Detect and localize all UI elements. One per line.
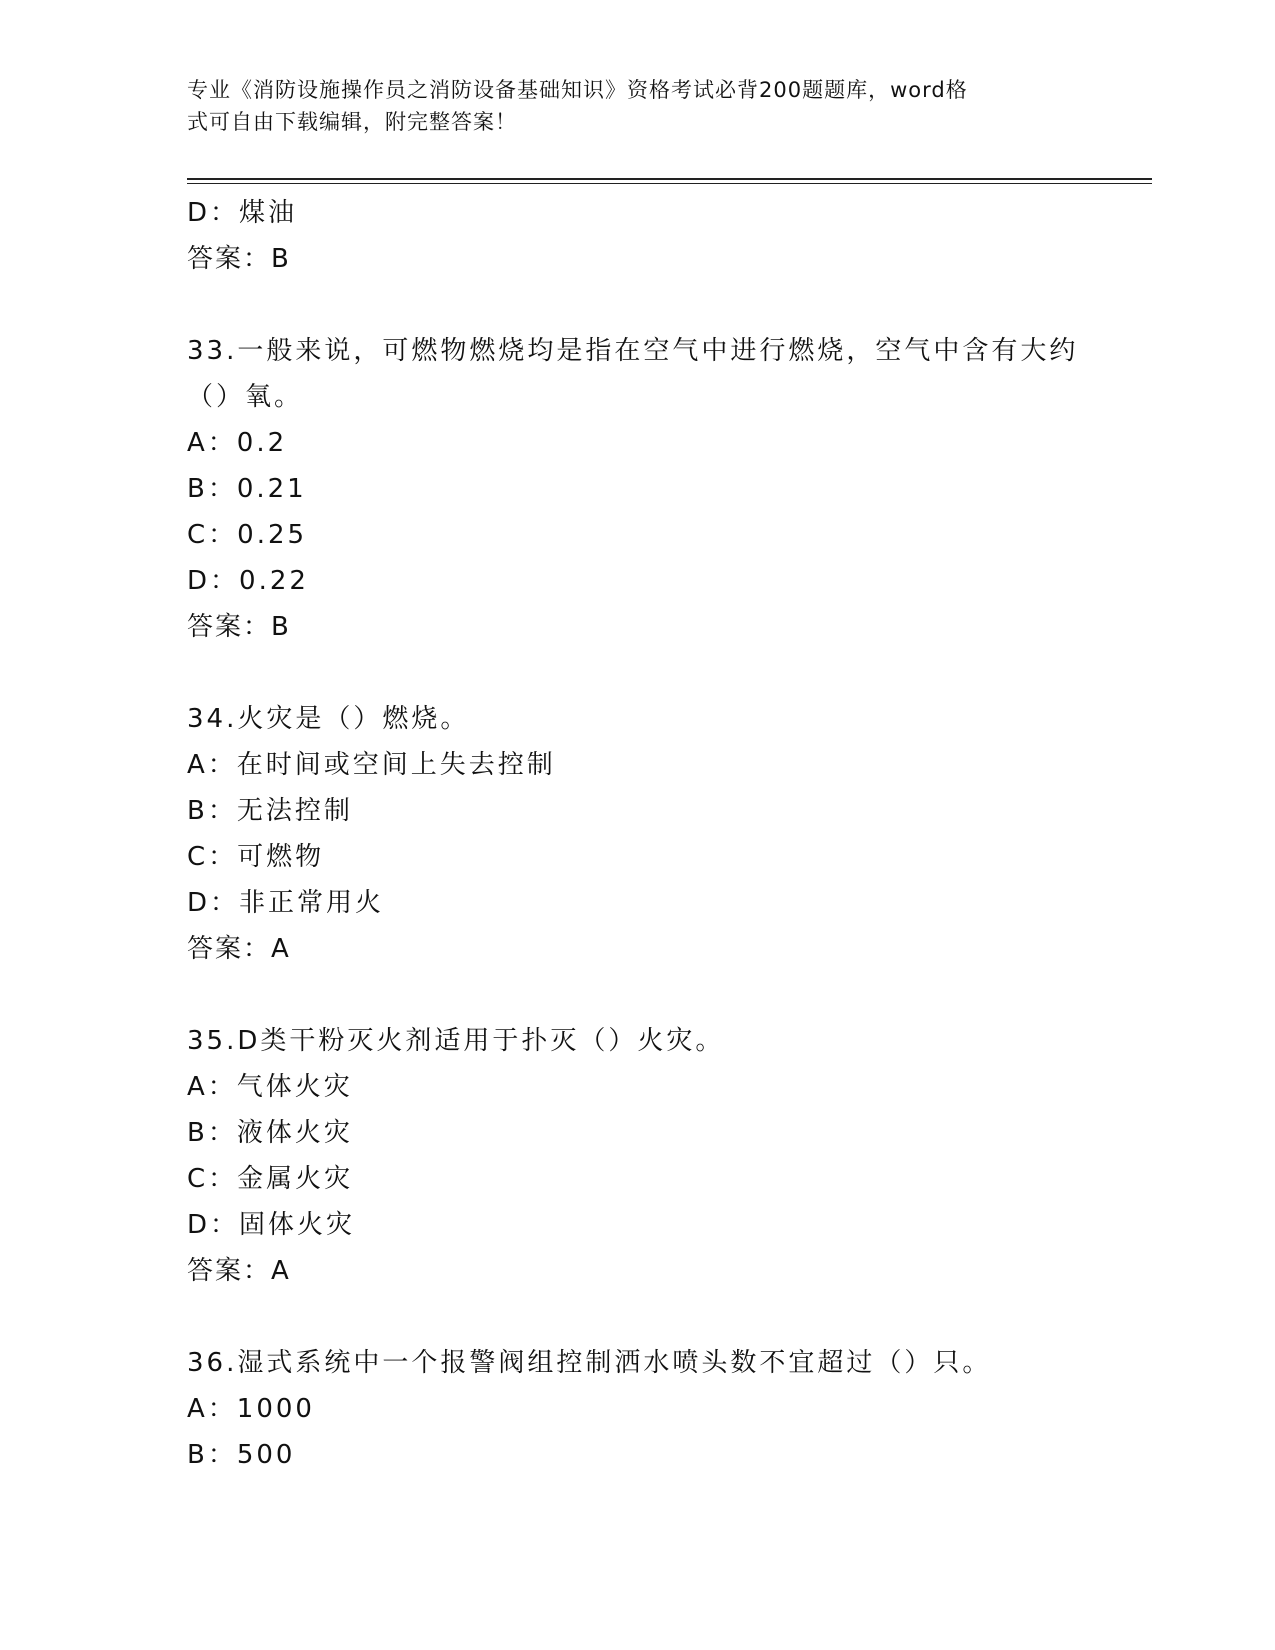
question-title: 33.一般来说，可燃物燃烧均是指在空气中进行燃烧，空气中含有大约 [187, 336, 1079, 366]
question-33 [187, 328, 1087, 650]
question-36 [187, 1340, 1087, 1478]
answer-line: 答案：A [187, 934, 291, 964]
option-d: D：非正常用火 [187, 888, 385, 918]
option-a: A：1000 [187, 1394, 315, 1424]
header-line-1: 专业《消防设施操作员之消防设备基础知识》资格考试必背200题题库，word格 [187, 78, 968, 102]
document-header [187, 74, 1067, 138]
option-a: A：在时间或空间上失去控制 [187, 750, 556, 780]
header-line-2: 式可自由下载编辑，附完整答案！ [187, 110, 517, 134]
question-title: 34.火灾是（）燃烧。 [187, 704, 470, 734]
option-b: B：0.21 [187, 474, 307, 504]
question-35 [187, 1018, 1087, 1294]
question-title: 36.湿式系统中一个报警阀组控制洒水喷头数不宜超过（）只。 [187, 1348, 992, 1378]
answer-line: 答案：A [187, 1256, 291, 1286]
option-d: D：0.22 [187, 566, 309, 596]
question-title-cont: （）氧。 [187, 382, 304, 412]
option-b: B：500 [187, 1440, 296, 1470]
answer-line: 答案：B [187, 244, 291, 274]
question-title: 35.D类干粉灭火剂适用于扑灭（）火灾。 [187, 1026, 725, 1056]
option-d: D：煤油 [187, 198, 298, 228]
option-d: D：固体火灾 [187, 1210, 356, 1240]
question-34 [187, 696, 1087, 972]
header-divider [187, 178, 1152, 180]
option-c: C：金属火灾 [187, 1164, 354, 1194]
option-a: A：0.2 [187, 428, 288, 458]
option-c: C：0.25 [187, 520, 308, 550]
question-list [187, 190, 1087, 1478]
answer-line: 答案：B [187, 612, 291, 642]
previous-question-tail [187, 190, 1087, 282]
option-b: B：无法控制 [187, 796, 353, 826]
option-b: B：液体火灾 [187, 1118, 353, 1148]
option-c: C：可燃物 [187, 842, 325, 872]
option-a: A：气体火灾 [187, 1072, 353, 1102]
header-divider-thin [187, 183, 1152, 184]
